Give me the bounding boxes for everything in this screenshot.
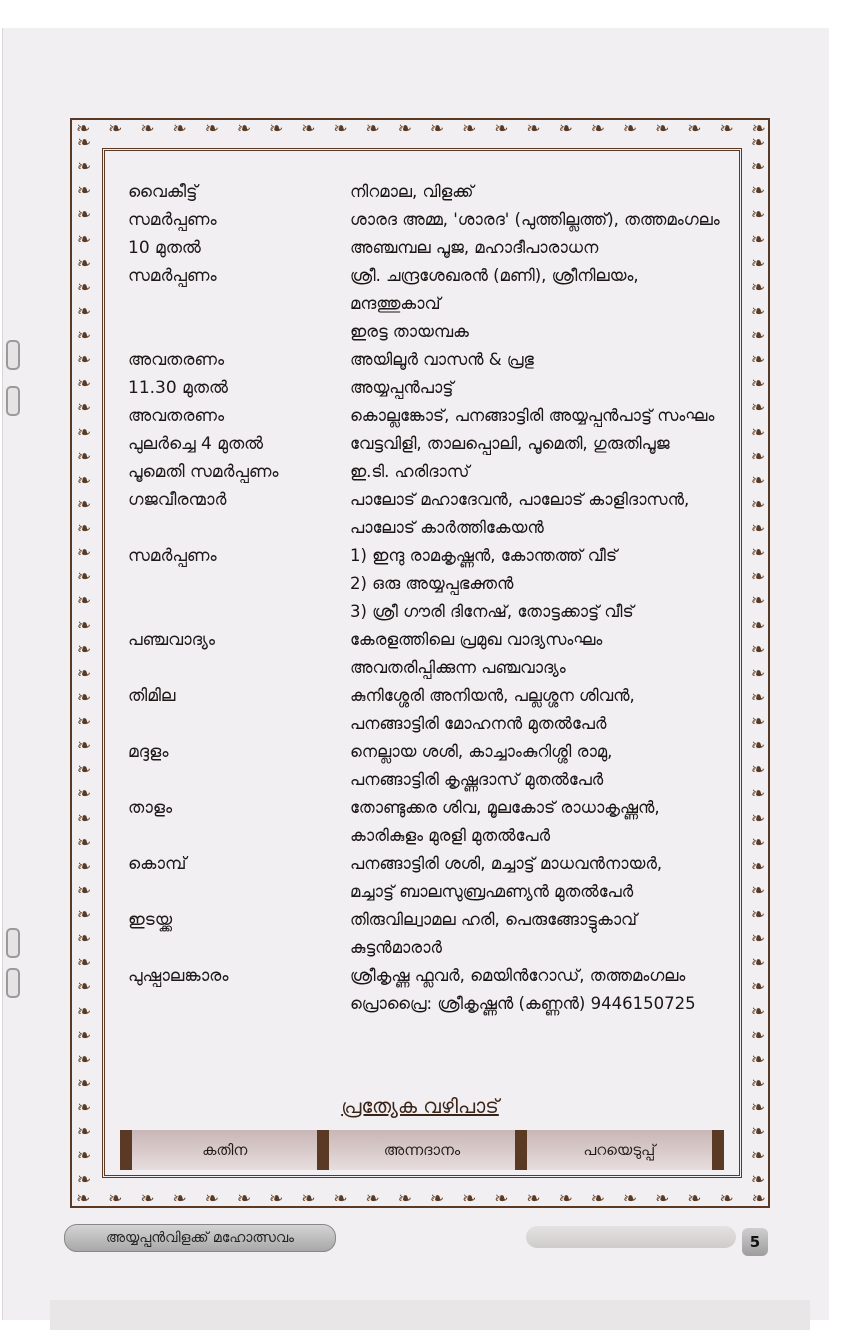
ornament-icon: ❧ [750,398,766,419]
schedule-value: ഇരട്ട തായമ്പക [350,322,469,341]
schedule-row [128,178,728,206]
schedule-value: നിറമാല, വിളക്ക് [350,182,474,201]
schedule-value: പ്രൊപ്രൈ: ശ്രീകൃഷ്ണൻ (കണ്ണൻ) 9446150725 [350,994,696,1013]
ornament-icon: ❧ [236,119,252,139]
schedule-row [128,234,728,262]
schedule-label: ഇടയ്ക്ക [128,910,173,930]
schedule-value: പാലോട് മഹാദേവൻ, പാലോട് കാളിദാസൻ, [350,490,690,509]
schedule-label [128,290,350,318]
schedule-label [128,318,350,346]
ornament-icon: ❧ [269,119,284,139]
ornament-icon: ❧ [76,398,92,419]
ornament-border-left [72,132,96,1192]
ornament-icon: ❧ [76,880,92,901]
ornament-icon: ❧ [76,615,92,636]
schedule-row [128,290,728,318]
ornament-icon: ❧ [76,663,92,684]
ornament-icon: ❧ [301,1189,316,1209]
ornament-icon: ❧ [76,784,92,805]
schedule-label [128,710,350,738]
ornament-icon: ❧ [750,326,766,346]
ornament-icon: ❧ [750,422,766,443]
ornament-icon: ❧ [750,784,766,805]
ornament-icon: ❧ [365,1189,380,1209]
schedule-value: ശ്രീകൃഷ്ണ ഫ്ലവർ, മെയിൻറോഡ്, തത്തമംഗലം [350,966,686,985]
footer-decor-bar [526,1226,736,1248]
schedule-row [128,346,728,374]
ornament-icon: ❧ [76,229,92,250]
schedule-label: സമർപ്പണം [128,546,217,566]
schedule-label [128,822,350,850]
schedule-label: മദ്ദളം [128,742,169,762]
schedule-value: 1) ഇന്ദു രാമകൃഷ്ണൻ, കോന്തത്ത് വീട് [350,546,618,565]
ornament-icon: ❧ [750,519,766,539]
ornament-icon: ❧ [333,119,348,139]
scan-top-margin [0,0,843,30]
ornament-icon: ❧ [750,808,766,829]
ornament-icon: ❧ [750,1001,766,1022]
staple-hole-upper [6,386,20,416]
schedule-row [128,878,728,906]
schedule-row [128,542,728,570]
schedule-row [128,374,728,402]
schedule-row [128,262,728,290]
ornament-icon: ❧ [397,1189,412,1209]
ornament-icon: ❧ [750,543,766,564]
schedule-value: 3) ശ്രീ ഗൗരി ദിനേഷ്, തോട്ടക്കാട്ട് വീട് [350,602,634,621]
schedule-row [128,206,728,234]
ornament-icon: ❧ [236,1189,252,1209]
ornament-icon: ❧ [750,277,766,298]
schedule-row [128,766,728,794]
ornament-icon: ❧ [494,1189,509,1209]
ornament-icon: ❧ [558,119,573,139]
schedule-label [128,598,350,626]
ornament-icon: ❧ [140,1189,155,1209]
schedule-label: പുലർച്ചെ 4 മുതൽ [128,434,264,454]
ornament-icon: ❧ [108,1189,123,1209]
ornament-icon: ❧ [590,1189,605,1209]
schedule-label: 10 മുതൽ [128,238,201,258]
ornament-icon: ❧ [655,1189,670,1209]
ornament-icon: ❧ [76,1049,92,1070]
ornament-icon: ❧ [76,977,92,998]
schedule-value: അവതരിപ്പിക്കുന്ന പഞ്ചവാദ്യം [350,658,566,677]
schedule-label [128,514,350,542]
ornament-icon: ❧ [750,1170,766,1191]
ornament-icon: ❧ [76,1170,92,1191]
schedule-value: കുട്ടൻമാരാർ [350,938,442,957]
ornament-icon: ❧ [750,494,766,515]
ornament-icon: ❧ [76,119,91,139]
schedule-label [128,570,350,598]
ornament-icon: ❧ [108,119,123,139]
ornament-border-top [76,118,766,140]
ornament-icon: ❧ [750,181,766,202]
schedule-value: ശ്രീ. ചന്ദ്രശേഖരൻ (മണി), ശ്രീനിലയം, [350,266,639,285]
schedule-row [128,318,728,346]
ornament-icon: ❧ [751,119,766,139]
schedule-label [128,766,350,794]
page-shadow [50,1300,810,1330]
ornament-border-right [746,132,770,1192]
ornament-icon: ❧ [750,953,766,974]
schedule-row [128,514,728,542]
ornament-icon: ❧ [76,253,92,274]
schedule-row [128,626,728,654]
ornament-icon: ❧ [76,567,92,588]
ornament-icon: ❧ [76,470,92,491]
schedule-value: കുനിശ്ശേരി അനിയൻ, പല്ലശ്ശന ശിവൻ, [350,686,635,705]
schedule-label [128,934,350,962]
ornament-icon: ❧ [365,119,380,139]
schedule-value: മന്ദത്തുകാവ് [350,294,441,313]
ornament-icon: ❧ [76,808,92,829]
ornament-icon: ❧ [590,119,605,139]
schedule-value: അഞ്ചമ്പല പൂജ, മഹാദീപാരാധന [350,238,599,257]
ornament-icon: ❧ [76,133,92,153]
ornament-icon: ❧ [76,494,92,515]
ornament-icon: ❧ [76,1025,92,1046]
schedule-value: കേരളത്തിലെ പ്രമുഖ വാദ്യസംഘം [350,630,603,649]
ornament-icon: ❧ [750,1073,766,1094]
ornament-icon: ❧ [750,880,766,901]
staple-hole-bottom [6,968,20,998]
ornament-icon: ❧ [76,1073,92,1094]
ornament-icon: ❧ [750,374,766,395]
schedule-label: 11.30 മുതൽ [128,378,228,398]
ornament-icon: ❧ [750,205,766,226]
ornament-icon: ❧ [750,470,766,491]
ornament-icon: ❧ [76,1098,92,1118]
ornament-icon: ❧ [269,1189,284,1209]
schedule-label: അവതരണം [128,350,225,370]
ornament-icon: ❧ [750,1049,766,1070]
ornament-icon: ❧ [622,1189,638,1209]
ornament-icon: ❧ [750,229,766,250]
schedule-row [128,458,728,486]
ornament-icon: ❧ [750,639,766,660]
ornament-icon: ❧ [76,157,92,178]
ornament-icon: ❧ [204,119,219,139]
ornament-icon: ❧ [719,1189,734,1209]
schedule-value: പനങ്ങാട്ടിരി ശശി, മച്ചാട്ട് മാധവൻനായർ, [350,854,663,873]
ornament-icon: ❧ [172,1189,187,1209]
ornament-icon: ❧ [687,1189,702,1209]
ornament-icon: ❧ [76,856,92,877]
schedule-row [128,570,728,598]
ornament-icon: ❧ [751,1189,766,1209]
schedule-value: തോണ്ടുക്കര ശിവ, മൂലകോട് രാധാകൃഷ്ണൻ, [350,798,660,817]
ornament-icon: ❧ [750,350,766,371]
ornament-icon: ❧ [750,133,766,153]
ornament-icon: ❧ [429,1189,445,1209]
program-schedule [128,178,728,1018]
schedule-row [128,990,728,1018]
ornament-icon: ❧ [76,326,92,346]
ornament-icon: ❧ [76,736,92,757]
schedule-value: പനങ്ങാട്ടിരി മോഹനൻ മുതൽപേർ [350,714,607,733]
ornament-icon: ❧ [301,119,316,139]
schedule-row [128,962,728,990]
ornament-icon: ❧ [750,977,766,998]
ornament-icon: ❧ [76,905,92,925]
ornament-icon: ❧ [397,119,412,139]
ornament-icon: ❧ [76,591,92,612]
schedule-label: വൈകീട്ട് [128,182,198,202]
ornament-icon: ❧ [76,687,92,708]
ornament-icon: ❧ [76,277,92,298]
schedule-value: പനങ്ങാട്ടിരി കൃഷ്ണദാസ് മുതൽപേർ [350,770,604,789]
ornament-icon: ❧ [750,663,766,684]
schedule-value: കൊല്ലങ്കോട്, പനങ്ങാട്ടിരി അയ്യപ്പൻപാട്ട് സംഘം [350,406,715,425]
schedule-label: ഗജവീരന്മാർ [128,490,227,510]
schedule-row [128,794,728,822]
ornament-icon: ❧ [719,119,734,139]
ornament-icon: ❧ [76,929,92,950]
ornament-icon: ❧ [687,119,702,139]
ornament-icon: ❧ [76,301,92,322]
schedule-label: സമർപ്പണം [128,210,217,230]
ornament-icon: ❧ [172,119,187,139]
schedule-value: മച്ചാട്ട് ബാലസുബ്രഹ്മണ്യൻ മുതൽപേർ [350,882,634,901]
schedule-label: അവതരണം [128,406,225,426]
schedule-row [128,430,728,458]
vazhipad-title: പ്രത്യേക വഴിപാട് [341,1094,499,1118]
schedule-value: വേട്ടവിളി, താലപ്പൊലി, പൂമെതി, ഗുരുതിപൂജ [350,434,670,453]
ornament-icon: ❧ [76,1189,91,1209]
ornament-icon: ❧ [76,832,92,853]
ornament-icon: ❧ [462,1189,477,1209]
schedule-row [128,682,728,710]
ornament-icon: ❧ [750,832,766,853]
ornament-icon: ❧ [140,119,155,139]
ornament-icon: ❧ [429,119,445,139]
ornament-icon: ❧ [750,1098,766,1118]
schedule-value: കാരികുളം മുരളി മുതൽപേർ [350,826,551,845]
ornament-icon: ❧ [76,519,92,539]
ornament-icon: ❧ [750,567,766,588]
schedule-value: തിരുവില്വാമല ഹരി, പെരുങ്ങോട്ടുകാവ് [350,910,638,929]
ornament-icon: ❧ [750,856,766,877]
schedule-row [128,598,728,626]
schedule-row [128,850,728,878]
ornament-icon: ❧ [750,1025,766,1046]
ornament-icon: ❧ [750,253,766,274]
vazhipad-item-parayeduppu: പറയെടുപ്പ് [527,1130,712,1170]
ornament-icon: ❧ [750,446,766,467]
ornament-icon: ❧ [750,929,766,950]
ornament-icon: ❧ [750,712,766,732]
ornament-icon: ❧ [76,712,92,732]
schedule-value: അയ്യപ്പൻപാട്ട് [350,378,454,397]
schedule-row [128,402,728,430]
ornament-icon: ❧ [494,119,509,139]
schedule-row [128,654,728,682]
schedule-label [128,654,350,682]
ornament-icon: ❧ [750,591,766,612]
ornament-icon: ❧ [76,1122,92,1143]
ornament-icon: ❧ [204,1189,219,1209]
ornament-icon: ❧ [750,157,766,178]
ornament-icon: ❧ [76,350,92,371]
schedule-label: തിമില [128,686,176,706]
schedule-row [128,906,728,934]
ornament-icon: ❧ [76,205,92,226]
schedule-row [128,738,728,766]
schedule-label [128,990,350,1018]
ornament-icon: ❧ [333,1189,348,1209]
ornament-icon: ❧ [526,1189,541,1209]
ornament-border-bottom [76,1188,766,1210]
ornament-icon: ❧ [558,1189,573,1209]
schedule-value: പാലോട് കാർത്തികേയൻ [350,518,544,537]
ornament-icon: ❧ [750,687,766,708]
ornament-icon: ❧ [750,760,766,781]
ornament-icon: ❧ [76,446,92,467]
ornament-icon: ❧ [750,1146,766,1167]
schedule-row [128,822,728,850]
schedule-value: 2) ഒരു അയ്യപ്പഭക്തൻ [350,574,514,593]
festival-name-badge: അയ്യപ്പൻവിളക്ക് മഹോത്സവം [64,1224,336,1252]
staple-hole-top [6,340,20,370]
schedule-value: ശാരദ അമ്മ, 'ശാരദ' (പുത്തില്ലത്ത്), തത്തമംഗലം [350,210,720,229]
schedule-row [128,710,728,738]
schedule-label: കൊമ്പ് [128,854,187,874]
ornament-icon: ❧ [76,953,92,974]
schedule-label: പഞ്ചവാദ്യം [128,630,215,650]
ornament-icon: ❧ [750,301,766,322]
schedule-value: ഇ.ടി. ഹരിദാസ് [350,462,470,481]
schedule-value: അയിലൂർ വാസൻ & പ്രഭു [350,350,534,369]
staple-hole-lower [6,928,20,958]
schedule-label [128,878,350,906]
page-number: 5 [742,1228,768,1256]
ornament-icon: ❧ [76,639,92,660]
ornament-icon: ❧ [76,1001,92,1022]
ornament-icon: ❧ [750,1122,766,1143]
ornament-icon: ❧ [462,119,477,139]
ornament-icon: ❧ [76,181,92,202]
ornament-icon: ❧ [655,119,670,139]
ornament-icon: ❧ [76,1146,92,1167]
vazhipad-bar [120,1130,724,1170]
ornament-icon: ❧ [750,615,766,636]
vazhipad-item-annadanam: അന്നദാനം [329,1130,514,1170]
ornament-icon: ❧ [76,422,92,443]
schedule-label: പുഷ്പാലങ്കാരം [128,966,229,986]
schedule-row [128,934,728,962]
ornament-icon: ❧ [76,543,92,564]
ornament-icon: ❧ [76,374,92,395]
ornament-icon: ❧ [750,736,766,757]
ornament-icon: ❧ [622,119,638,139]
schedule-row [128,486,728,514]
schedule-label: പൂമെതി സമർപ്പണം [128,462,279,482]
ornament-icon: ❧ [750,905,766,925]
schedule-value: നെല്ലായ ശശി, കാച്ചാംകുറിശ്ശി രാമു, [350,742,613,761]
ornament-icon: ❧ [76,760,92,781]
schedule-label: താളം [128,798,173,818]
vazhipad-item-kathina: കതിന [132,1130,317,1170]
schedule-label: സമർപ്പണം [128,266,217,286]
ornament-icon: ❧ [526,119,541,139]
